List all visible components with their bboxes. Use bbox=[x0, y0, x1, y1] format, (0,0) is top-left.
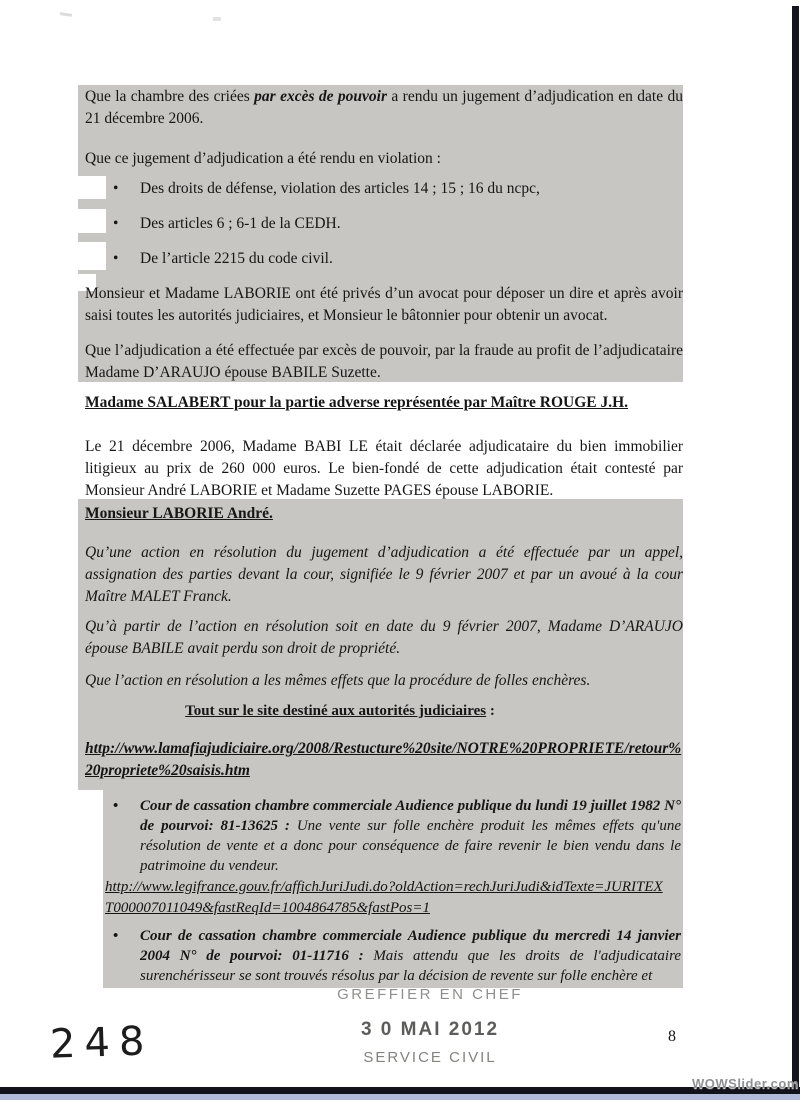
scan-speck bbox=[60, 12, 72, 17]
paragraph-text: Que la chambre des criées bbox=[85, 88, 255, 105]
bullet-text: Des droits de défense, violation des articles 14 ; 15 ; 16 du ncpc, bbox=[140, 180, 540, 197]
page-border-bottom bbox=[0, 1087, 800, 1094]
heading-salabert bbox=[85, 394, 683, 412]
page-number: 8 bbox=[668, 1028, 676, 1045]
heading-colon: : bbox=[486, 703, 495, 719]
bullet-icon: • bbox=[113, 180, 119, 197]
url-link-legifrance[interactable]: http://www.legifrance.gouv.fr/affichJuriJudi.do?oldAction=rechJuriJudi&idTexte=JURITEXT000007011049&fastReqId=1004864785&fastPos=1 bbox=[105, 879, 663, 916]
handwritten-number: 248 bbox=[49, 1018, 155, 1068]
bullet-icon: • bbox=[113, 928, 119, 944]
bullet-icon: • bbox=[113, 250, 119, 267]
footer-strip bbox=[0, 1094, 800, 1100]
page-border-right bbox=[792, 6, 799, 1092]
heading-text: Madame SALABERT pour la partie adverse représentée par Maître ROUGE J.H. bbox=[85, 394, 629, 411]
paragraph-fraude: Que l’adjudication a été effectuée par excès de pouvoir, par la fraude au profit de l’adjudicataire Madame D’ARAUJO épouse BABILE Suzette. bbox=[85, 342, 683, 381]
paragraph-adjudication bbox=[85, 86, 683, 130]
highlight-notch bbox=[72, 209, 106, 233]
bullet-item-droits-defense bbox=[113, 178, 679, 200]
bullet-text: Des articles 6 ; 6-1 de la CEDH. bbox=[140, 215, 341, 232]
case-body: Une vente sur folle enchère produit les mêmes effets qu'une résolution de vente et a donc pour conséquence de faire revenir le bien vendu dans le patrimoine du vendeur. bbox=[140, 818, 682, 874]
emphasis-exces-de-pouvoir: par excès de pouvoir bbox=[254, 88, 388, 105]
stamp-date: 3 0 MAI 2012 bbox=[360, 1019, 500, 1040]
bullet-item-cedh bbox=[113, 213, 679, 235]
paragraph-text: a rendu un jugement d’adjudication en date du 21 décembre 2006. bbox=[85, 88, 684, 127]
case-bullet-1982 bbox=[113, 796, 681, 876]
case-bullet-2004 bbox=[113, 926, 681, 986]
paragraph-action-resolution: Qu’une action en résolution du jugement d’adjudication a été effectuée par un appel, assignation des parties devant la cour, signifiée le 9 février 2007 et par un avoué à la cour Maître MALET Franck. bbox=[85, 544, 683, 605]
scan-speck bbox=[213, 17, 221, 21]
paragraph-violation: Que ce jugement d’adjudication a été rendu en violation : bbox=[85, 150, 441, 167]
paragraph-babile: Le 21 décembre 2006, Madame BABI LE était déclarée adjudicataire du bien immobilier litigieux au prix de 260 000 euros. Le bien-fondé de cette adjudication était contesté par Monsieur André LABORIE et Madame Suzette PAGES épouse LABORIE. bbox=[85, 438, 683, 499]
paragraph-prives-avocat: Monsieur et Madame LABORIE ont été privés d’un avocat pour déposer un dire et après avoir saisi toutes les autorités judiciaires, et Monsieur le bâtonnier pour obtenir un avocat. bbox=[85, 285, 683, 324]
heading-text: Tout sur le site destiné aux autorités judiciaires bbox=[185, 703, 487, 719]
bullet-icon: • bbox=[113, 798, 119, 814]
heading-laborie bbox=[85, 505, 683, 523]
bullet-icon: • bbox=[113, 215, 119, 232]
case-text bbox=[140, 796, 681, 876]
heading-site-judiciaire bbox=[90, 703, 590, 720]
bullet-text: De l’article 2215 du code civil. bbox=[140, 250, 333, 267]
case-text bbox=[140, 926, 681, 986]
paragraph-folles-encheres: Que l’action en résolution a les mêmes effets que la procédure de folles enchères. bbox=[85, 672, 591, 689]
highlight-notch bbox=[72, 176, 106, 199]
watermark-wowslider: WOWSlider.com bbox=[692, 1076, 799, 1091]
stamp-greffier-en-chef: GREFFIER EN CHEF bbox=[337, 986, 523, 1003]
case-lead: Cour de cassation chambre commerciale Audience publique du mercredi 14 janvier 2004 N° de pourvoi: 01-11716 : bbox=[140, 928, 681, 964]
paragraph-droit-propriete: Qu’à partir de l’action en résolution soit en date du 9 février 2007, Madame D’ARAUJO épouse BABILE avait perdu son droit de propriété. bbox=[85, 618, 683, 657]
url-link-lamafiajudiciaire[interactable]: http://www.lamafiajudiciaire.org/2008/Restucture%20site/NOTRE%20PROPRIETE/retour%20propriete%20saisis.htm bbox=[85, 740, 682, 779]
bullet-item-code-civil bbox=[113, 248, 679, 270]
heading-text: Monsieur LABORIE André. bbox=[85, 505, 273, 522]
case-lead: Cour de cassation chambre commerciale Audience publique du lundi 19 juillet 1982 N° de pourvoi: 81-13625 : bbox=[140, 798, 681, 834]
stamp-service-civil: SERVICE CIVIL bbox=[363, 1049, 497, 1066]
highlight-notch bbox=[72, 242, 106, 270]
case-body: Mais attendu que les droits de l'adjudicataire surenchérisseur se sont trouvés résolus par la décision de revente sur folle enchère et bbox=[140, 948, 682, 984]
